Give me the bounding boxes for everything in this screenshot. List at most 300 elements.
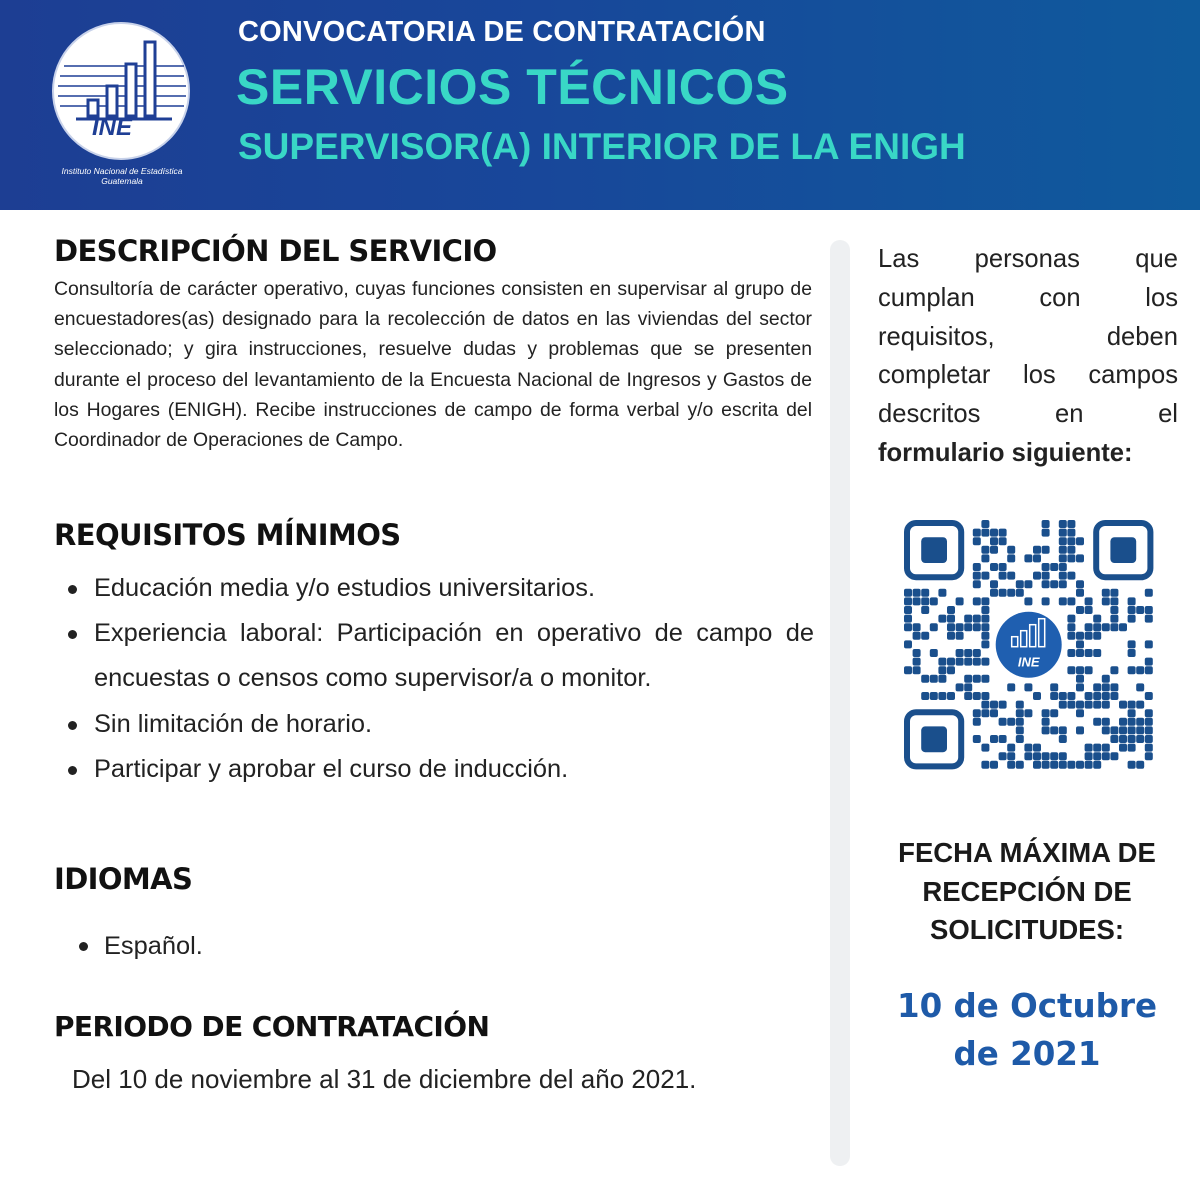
qr-module (1136, 726, 1144, 734)
qr-module (1059, 520, 1067, 528)
qr-module (938, 666, 946, 674)
deadline-label (872, 834, 1182, 950)
qr-module (1110, 692, 1118, 700)
qr-module (1093, 761, 1101, 769)
qr-module (1110, 752, 1118, 760)
qr-module (904, 597, 912, 605)
qr-module (990, 580, 998, 588)
logo-caption (48, 166, 196, 186)
qr-module (1145, 658, 1153, 666)
qr-module (1136, 701, 1144, 709)
qr-module (1007, 718, 1015, 726)
requirement-item: Experiencia laboral: Participación en operativo de campo de encuestas o censos como supervisor/a o monitor. (54, 611, 814, 701)
qr-module (964, 658, 972, 666)
qr-module (1102, 597, 1110, 605)
qr-module (913, 589, 921, 597)
qr-module (973, 537, 981, 545)
instructions-text (878, 240, 1178, 473)
qr-module (981, 744, 989, 752)
deadline-date (872, 982, 1182, 1078)
qr-module (1110, 615, 1118, 623)
instructions-body: Las personas que cumplan con los requisitos, deben completar los campos descritos en el (878, 245, 1178, 429)
qr-module (1042, 709, 1050, 717)
qr-module (1067, 546, 1075, 554)
deadline-label-line1: FECHA MÁXIMA DE (898, 837, 1156, 868)
qr-code-icon (902, 520, 1156, 770)
qr-module (1007, 589, 1015, 597)
qr-module (990, 546, 998, 554)
qr-module (999, 735, 1007, 743)
qr-module (1076, 675, 1084, 683)
qr-module (1145, 726, 1153, 734)
qr-module (1119, 744, 1127, 752)
qr-module (1145, 615, 1153, 623)
qr-module (1042, 572, 1050, 580)
qr-module (964, 623, 972, 631)
qr-module (1059, 597, 1067, 605)
qr-module (1059, 726, 1067, 734)
qr-module (1128, 701, 1136, 709)
qr-module (1033, 761, 1041, 769)
qr-module (981, 572, 989, 580)
qr-module (1059, 572, 1067, 580)
qr-module (956, 597, 964, 605)
qr-module (1050, 683, 1058, 691)
qr-module (938, 589, 946, 597)
qr-module (973, 675, 981, 683)
qr-module (1145, 752, 1153, 760)
qr-module (990, 735, 998, 743)
qr-module (1016, 701, 1024, 709)
qr-module (1024, 597, 1032, 605)
qr-module (1085, 606, 1093, 614)
qr-module (999, 529, 1007, 537)
qr-module (1128, 640, 1136, 648)
qr-module (990, 529, 998, 537)
qr-module (904, 615, 912, 623)
qr-module (1110, 597, 1118, 605)
qr-module (1042, 546, 1050, 554)
qr-module (1085, 666, 1093, 674)
qr-module (1059, 692, 1067, 700)
qr-module (1007, 683, 1015, 691)
qr-module (1050, 580, 1058, 588)
qr-module (947, 692, 955, 700)
qr-module (999, 718, 1007, 726)
qr-module (1093, 683, 1101, 691)
qr-module (999, 563, 1007, 571)
qr-module (1016, 726, 1024, 734)
qr-module (1076, 701, 1084, 709)
qr-module (1050, 752, 1058, 760)
description-title: DESCRIPCIÓN DEL SERVICIO (54, 234, 497, 268)
qr-module (1016, 761, 1024, 769)
qr-module (1050, 726, 1058, 734)
qr-module (930, 675, 938, 683)
qr-module (1033, 752, 1041, 760)
qr-module (1007, 546, 1015, 554)
qr-module (1050, 709, 1058, 717)
qr-module (990, 589, 998, 597)
qr-module (1145, 709, 1153, 717)
qr-module (947, 615, 955, 623)
qr-module (981, 658, 989, 666)
languages-list (54, 924, 203, 968)
qr-module (1042, 761, 1050, 769)
qr-module (990, 537, 998, 545)
qr-module (921, 589, 929, 597)
qr-module (1136, 683, 1144, 691)
qr-module (1067, 692, 1075, 700)
qr-module (1007, 752, 1015, 760)
qr-module (1076, 537, 1084, 545)
qr-module (1110, 683, 1118, 691)
deadline-date-line2: de 2021 (953, 1035, 1101, 1073)
qr-module (1119, 718, 1127, 726)
qr-module (1102, 726, 1110, 734)
qr-module (973, 572, 981, 580)
qr-module (1076, 649, 1084, 657)
qr-module (981, 623, 989, 631)
qr-module (990, 761, 998, 769)
qr-module (1024, 683, 1032, 691)
qr-module (1076, 606, 1084, 614)
ine-logo (48, 22, 196, 200)
qr-finder (907, 523, 961, 577)
qr-module (1128, 606, 1136, 614)
qr-module (973, 735, 981, 743)
qr-module (973, 597, 981, 605)
qr-module (1076, 726, 1084, 734)
qr-module (981, 520, 989, 528)
requirement-item: Educación media y/o estudios universitarios. (54, 566, 814, 611)
qr-module (1085, 632, 1093, 640)
qr-module (999, 752, 1007, 760)
qr-module (1085, 623, 1093, 631)
qr-module (1067, 623, 1075, 631)
qr-module (1128, 615, 1136, 623)
qr-module (1128, 709, 1136, 717)
qr-module (938, 675, 946, 683)
qr-module (921, 675, 929, 683)
qr-module (1119, 623, 1127, 631)
qr-module (1128, 735, 1136, 743)
qr-module (1145, 744, 1153, 752)
qr-module (1067, 520, 1075, 528)
qr-module (1102, 744, 1110, 752)
logo-caption-line1: Instituto Nacional de Estadística (61, 166, 183, 176)
qr-module (1093, 649, 1101, 657)
qr-module (1024, 709, 1032, 717)
qr-module (921, 692, 929, 700)
qr-module (956, 632, 964, 640)
qr-module (1007, 761, 1015, 769)
qr-module (1128, 718, 1136, 726)
qr-module (1067, 666, 1075, 674)
qr-module (999, 589, 1007, 597)
qr-finder (1096, 523, 1150, 577)
qr-module (990, 709, 998, 717)
qr-module (1110, 735, 1118, 743)
qr-module (1076, 632, 1084, 640)
qr-module (1059, 752, 1067, 760)
qr-module (1067, 554, 1075, 562)
qr-module (990, 563, 998, 571)
qr-module (1093, 623, 1101, 631)
qr-module (1042, 529, 1050, 537)
qr-module (913, 623, 921, 631)
qr-module (999, 572, 1007, 580)
qr-module (1007, 744, 1015, 752)
qr-module (1016, 580, 1024, 588)
qr-module (1067, 572, 1075, 580)
qr-module (1067, 649, 1075, 657)
qr-module (947, 632, 955, 640)
qr-module (1059, 537, 1067, 545)
qr-module (956, 683, 964, 691)
qr-module (1059, 761, 1067, 769)
qr-module (981, 632, 989, 640)
qr-module (1085, 744, 1093, 752)
header-subtitle: SUPERVISOR(A) INTERIOR DE LA ENIGH (238, 126, 966, 167)
qr-module (1033, 572, 1041, 580)
qr-module (913, 632, 921, 640)
qr-module (964, 692, 972, 700)
qr-module (904, 589, 912, 597)
instructions-bold: formulario siguiente: (878, 438, 1133, 467)
qr-module (1076, 683, 1084, 691)
qr-module (973, 623, 981, 631)
qr-module (999, 701, 1007, 709)
qr-module (1042, 726, 1050, 734)
qr-module (1110, 606, 1118, 614)
qr-module (1136, 666, 1144, 674)
qr-module (973, 718, 981, 726)
qr-module (1067, 761, 1075, 769)
qr-module (1145, 735, 1153, 743)
qr-module (1136, 761, 1144, 769)
deadline-date-line1: 10 de Octubre (896, 987, 1158, 1025)
qr-module (973, 529, 981, 537)
qr-module (1076, 580, 1084, 588)
qr-module (973, 580, 981, 588)
qr-module (1136, 735, 1144, 743)
qr-module (1128, 744, 1136, 752)
qr-module (1110, 623, 1118, 631)
qr-module (1059, 529, 1067, 537)
qr-module (964, 675, 972, 683)
qr-module (1016, 589, 1024, 597)
qr-module (981, 546, 989, 554)
qr-module (913, 666, 921, 674)
qr-module (930, 597, 938, 605)
qr-module (938, 692, 946, 700)
period-text: Del 10 de noviembre al 31 de diciembre del año 2021. (72, 1064, 697, 1094)
qr-module (1007, 572, 1015, 580)
qr-module (1093, 744, 1101, 752)
qr-module (921, 606, 929, 614)
qr-module (964, 649, 972, 657)
qr-module (981, 640, 989, 648)
qr-module (1076, 666, 1084, 674)
qr-module (973, 658, 981, 666)
qr-module (1033, 554, 1041, 562)
qr-module (1024, 554, 1032, 562)
header-kicker: CONVOCATORIA DE CONTRATACIÓN (238, 16, 766, 48)
qr-module (1067, 529, 1075, 537)
qr-module (1042, 597, 1050, 605)
qr-module (921, 632, 929, 640)
qr-module (1110, 666, 1118, 674)
qr-module (981, 692, 989, 700)
qr-module (1067, 597, 1075, 605)
qr-module (1059, 580, 1067, 588)
qr-module (1024, 580, 1032, 588)
qr-module (999, 537, 1007, 545)
qr-module (1145, 589, 1153, 597)
qr-module (1059, 546, 1067, 554)
qr-module (930, 649, 938, 657)
header-title: SERVICIOS TÉCNICOS (236, 59, 789, 115)
logo-text: INE (92, 114, 133, 141)
qr-module (1067, 615, 1075, 623)
qr-module (947, 623, 955, 631)
requirement-item: Participar y aprobar el curso de inducción. (54, 747, 814, 792)
qr-module (1093, 632, 1101, 640)
qr-module (1076, 589, 1084, 597)
qr-module (1128, 597, 1136, 605)
qr-module (1050, 692, 1058, 700)
qr-module (981, 529, 989, 537)
qr-module (973, 615, 981, 623)
qr-module (1076, 554, 1084, 562)
qr-module (1076, 709, 1084, 717)
qr-module (1110, 589, 1118, 597)
qr-module (1145, 666, 1153, 674)
qr-module (904, 666, 912, 674)
qr-module (1102, 718, 1110, 726)
qr-module (1050, 563, 1058, 571)
qr-module (1145, 692, 1153, 700)
column-divider (830, 240, 850, 1166)
deadline-label-line3: SOLICITUDES: (929, 914, 1125, 945)
qr-finder (907, 712, 961, 766)
qr-module (981, 554, 989, 562)
qr-module (904, 640, 912, 648)
qr-module (1102, 675, 1110, 683)
qr-module (1102, 589, 1110, 597)
qr-module (1016, 735, 1024, 743)
qr-module (1102, 683, 1110, 691)
qr-module (1085, 692, 1093, 700)
qr-module (956, 649, 964, 657)
qr-module (1033, 744, 1041, 752)
qr-module (1042, 563, 1050, 571)
qr-module (1033, 546, 1041, 554)
requirement-item: Sin limitación de horario. (54, 702, 814, 747)
qr-module (1050, 761, 1058, 769)
qr-module (1136, 718, 1144, 726)
qr-module (1136, 606, 1144, 614)
qr-module (964, 683, 972, 691)
languages-title: IDIOMAS (54, 862, 193, 896)
qr-module (921, 597, 929, 605)
qr-module (990, 701, 998, 709)
qr-module (1059, 554, 1067, 562)
qr-module (913, 597, 921, 605)
qr-module (1059, 735, 1067, 743)
qr-module (947, 658, 955, 666)
qr-module (1145, 640, 1153, 648)
qr-module (1042, 580, 1050, 588)
qr-module (1024, 744, 1032, 752)
qr-module (1102, 623, 1110, 631)
qr-module (1110, 726, 1118, 734)
qr-module (1145, 718, 1153, 726)
requirements-list (54, 566, 814, 792)
qr-module (1059, 701, 1067, 709)
qr-module (981, 615, 989, 623)
description-section (54, 234, 812, 455)
qr-module (964, 615, 972, 623)
qr-module (1102, 752, 1110, 760)
qr-module (1128, 666, 1136, 674)
qr-module (1059, 563, 1067, 571)
language-item: Español. (54, 924, 203, 968)
qr-module (1093, 752, 1101, 760)
qr-code[interactable] (902, 520, 1156, 770)
qr-module (1145, 606, 1153, 614)
qr-module (973, 692, 981, 700)
qr-module (1067, 701, 1075, 709)
qr-module (1085, 701, 1093, 709)
qr-module (1102, 701, 1110, 709)
qr-module (1067, 537, 1075, 545)
qr-logo-text: INE (1017, 654, 1040, 670)
logo-caption-line2: Guatemala (101, 176, 143, 186)
qr-module (1128, 726, 1136, 734)
qr-module (947, 606, 955, 614)
qr-module (981, 606, 989, 614)
qr-module (1024, 752, 1032, 760)
qr-module (1093, 718, 1101, 726)
qr-module (904, 623, 912, 631)
qr-module (1076, 761, 1084, 769)
description-body: Consultoría de carácter operativo, cuyas funciones consisten en supervisar al grupo de encuestadores(as) designado para la recolección de datos en las viviendas del sector seleccionado; y gira instrucciones, resuelve dudas y problemas que se presenten durante el proceso del levantamiento de la Encuesta Nacional de Ingresos y Gastos de los Hogares (ENIGH). Recibe instrucciones de campo de forma verbal y/o escrita del Coordinador de Operaciones de Campo. (54, 278, 812, 452)
qr-module (1007, 554, 1015, 562)
header-banner (0, 0, 1200, 210)
qr-module (1102, 692, 1110, 700)
qr-module (1128, 761, 1136, 769)
qr-module (973, 709, 981, 717)
qr-module (1067, 632, 1075, 640)
qr-module (981, 761, 989, 769)
qr-module (913, 658, 921, 666)
qr-module (938, 658, 946, 666)
requirements-title: REQUISITOS MÍNIMOS (54, 518, 401, 552)
qr-module (1085, 649, 1093, 657)
qr-module (1085, 597, 1093, 605)
qr-module (1093, 701, 1101, 709)
qr-module (930, 692, 938, 700)
qr-module (1042, 752, 1050, 760)
qr-module (938, 615, 946, 623)
period-title: PERIODO DE CONTRATACIÓN (54, 1010, 490, 1043)
qr-module (1033, 692, 1041, 700)
qr-module (1042, 718, 1050, 726)
qr-module (973, 649, 981, 657)
qr-module (956, 623, 964, 631)
